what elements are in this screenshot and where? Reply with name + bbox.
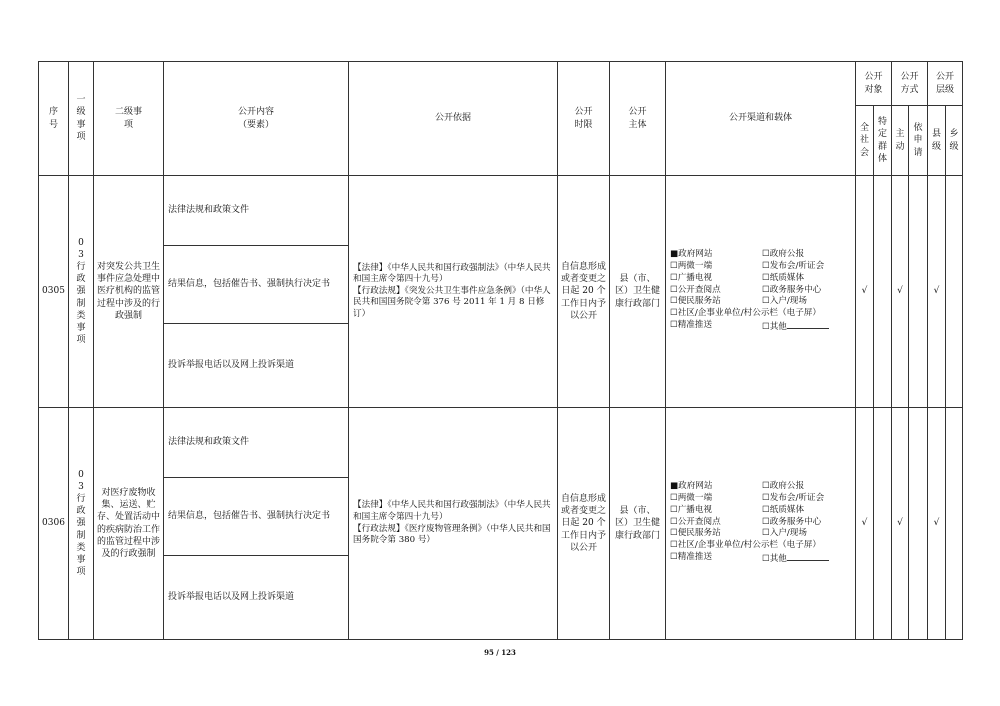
channel-option: ☐发布会/听证会 [762, 492, 825, 503]
row-time-limit: 自信息形成或者变更之日起 20 个工作日内予以公开 [558, 408, 610, 640]
channel-option: ☐入户/现场 [762, 528, 807, 539]
channel-option: ☐便民服务站 [670, 296, 721, 307]
channel-option: ☐广播电视 [670, 504, 713, 515]
channel-option: ☐政务服务中心 [762, 284, 822, 295]
header-mode-active: 主动 [892, 106, 909, 176]
mark-all: √ [856, 176, 874, 408]
mark-county: √ [928, 408, 946, 640]
mark-specific [874, 176, 892, 408]
mark-specific [874, 408, 892, 640]
channel-option: ☐精准推送 [670, 552, 713, 563]
channel-option-other: ☐其他 [762, 320, 851, 334]
row-seq: 0306 [39, 408, 69, 640]
row-content-item: 结果信息，包括催告书、强制执行决定书 [164, 246, 349, 324]
header-row-top [39, 62, 963, 106]
channel-option: ■政府网站 [670, 248, 713, 259]
header-subject: 公开主体 [610, 62, 666, 176]
channel-option: ☐政务服务中心 [762, 516, 822, 527]
channel-option: ☐两微一端 [670, 492, 713, 503]
table-row [39, 176, 963, 246]
header-target: 公开对象 [856, 62, 892, 106]
row-level1: 03行政强制类事项 [69, 176, 94, 408]
row-basis [349, 176, 558, 408]
header-level: 公开层级 [928, 62, 963, 106]
row-subject: 县（市、区）卫生健康行政部门 [610, 176, 666, 408]
row-content-item: 投诉举报电话以及网上投诉渠道 [164, 324, 349, 408]
page-number: 95 / 123 [484, 648, 516, 657]
mark-town [946, 408, 963, 640]
channel-option: ☐精准推送 [670, 320, 713, 331]
table-row [39, 408, 963, 478]
basis-line: 【行政法规】《医疗废物管理条例》（中华人民共和国国务院令第 380 号） [353, 523, 551, 546]
header-basis: 公开依据 [349, 62, 558, 176]
disclosure-table [38, 61, 963, 640]
header-target-specific: 特定群体 [874, 106, 892, 176]
row-level1: 03行政强制类事项 [69, 408, 94, 640]
header-content: 公开内容 （要素） [164, 62, 349, 176]
mark-all: √ [856, 408, 874, 640]
row-time-limit: 自信息形成或者变更之日起 20 个工作日内予以公开 [558, 176, 610, 408]
row-channels [666, 176, 856, 408]
channel-option-other: ☐其他 [762, 552, 851, 566]
channel-option: ☐社区/企事业单位/村公示栏（电子屏） [670, 308, 821, 319]
channel-option: ☐两微一端 [670, 260, 713, 271]
header-channel: 公开渠道和载体 [666, 62, 856, 176]
header-level-county: 县级 [928, 106, 946, 176]
channel-option: ☐便民服务站 [670, 528, 721, 539]
mark-county: √ [928, 176, 946, 408]
row-content-item: 结果信息，包括催告书、强制执行决定书 [164, 478, 349, 556]
basis-line: 【行政法规】《突发公共卫生事件应急条例》（中华人民共和国国务院令第 376 号 2011 年 1 月 8 日修订） [353, 285, 551, 319]
row-content-item: 法律法规和政策文件 [164, 176, 349, 246]
header-level2: 二级事项 [94, 62, 164, 176]
row-subject: 县（市、区）卫生健康行政部门 [610, 408, 666, 640]
header-time-limit: 公开时限 [558, 62, 610, 176]
channel-option: ☐发布会/听证会 [762, 260, 825, 271]
basis-line: 【法律】《中华人民共和国行政强制法》（中华人民共和国主席令第四十九号） [353, 262, 551, 285]
channel-option: ☐政府公报 [762, 480, 805, 491]
channel-option: ☐广播电视 [670, 272, 713, 283]
fill-blank-line [787, 320, 829, 329]
row-level2: 对突发公共卫生事件应急处理中医疗机构的监管过程中涉及的行政强制 [94, 176, 164, 408]
row-content-item: 投诉举报电话以及网上投诉渠道 [164, 556, 349, 640]
row-level2: 对医疗废物收集、运送、贮存、处置活动中的疾病防治工作的监管过程中涉及的行政强制 [94, 408, 164, 640]
basis-line: 【法律】《中华人民共和国行政强制法》（中华人民共和国主席令第四十九号） [353, 500, 551, 522]
mark-active: √ [892, 408, 909, 640]
header-seq: 序号 [39, 62, 69, 176]
row-seq: 0305 [39, 176, 69, 408]
row-content-item: 法律法规和政策文件 [164, 408, 349, 478]
channel-option: ☐入户/现场 [762, 296, 807, 307]
channel-option: ☐公开查阅点 [670, 516, 721, 527]
channel-option: ☐纸质媒体 [762, 504, 805, 515]
channel-option: ☐社区/企事业单位/村公示栏（电子屏） [670, 540, 821, 551]
channel-option: ■政府网站 [670, 480, 713, 491]
channel-option: ☐政府公报 [762, 248, 805, 259]
fill-blank-line [787, 552, 829, 561]
channel-option: ☐公开查阅点 [670, 284, 721, 295]
mark-town [946, 176, 963, 408]
row-channels [666, 408, 856, 640]
header-mode-apply: 依申请 [909, 106, 928, 176]
header-level1: 一级事项 [69, 62, 94, 176]
header-level-town: 乡级 [946, 106, 963, 176]
channel-option: ☐纸质媒体 [762, 272, 805, 283]
mark-active: √ [892, 176, 909, 408]
mark-apply [909, 408, 928, 640]
header-target-all: 全社会 [856, 106, 874, 176]
row-basis [349, 408, 558, 640]
mark-apply [909, 176, 928, 408]
header-mode: 公开方式 [892, 62, 928, 106]
